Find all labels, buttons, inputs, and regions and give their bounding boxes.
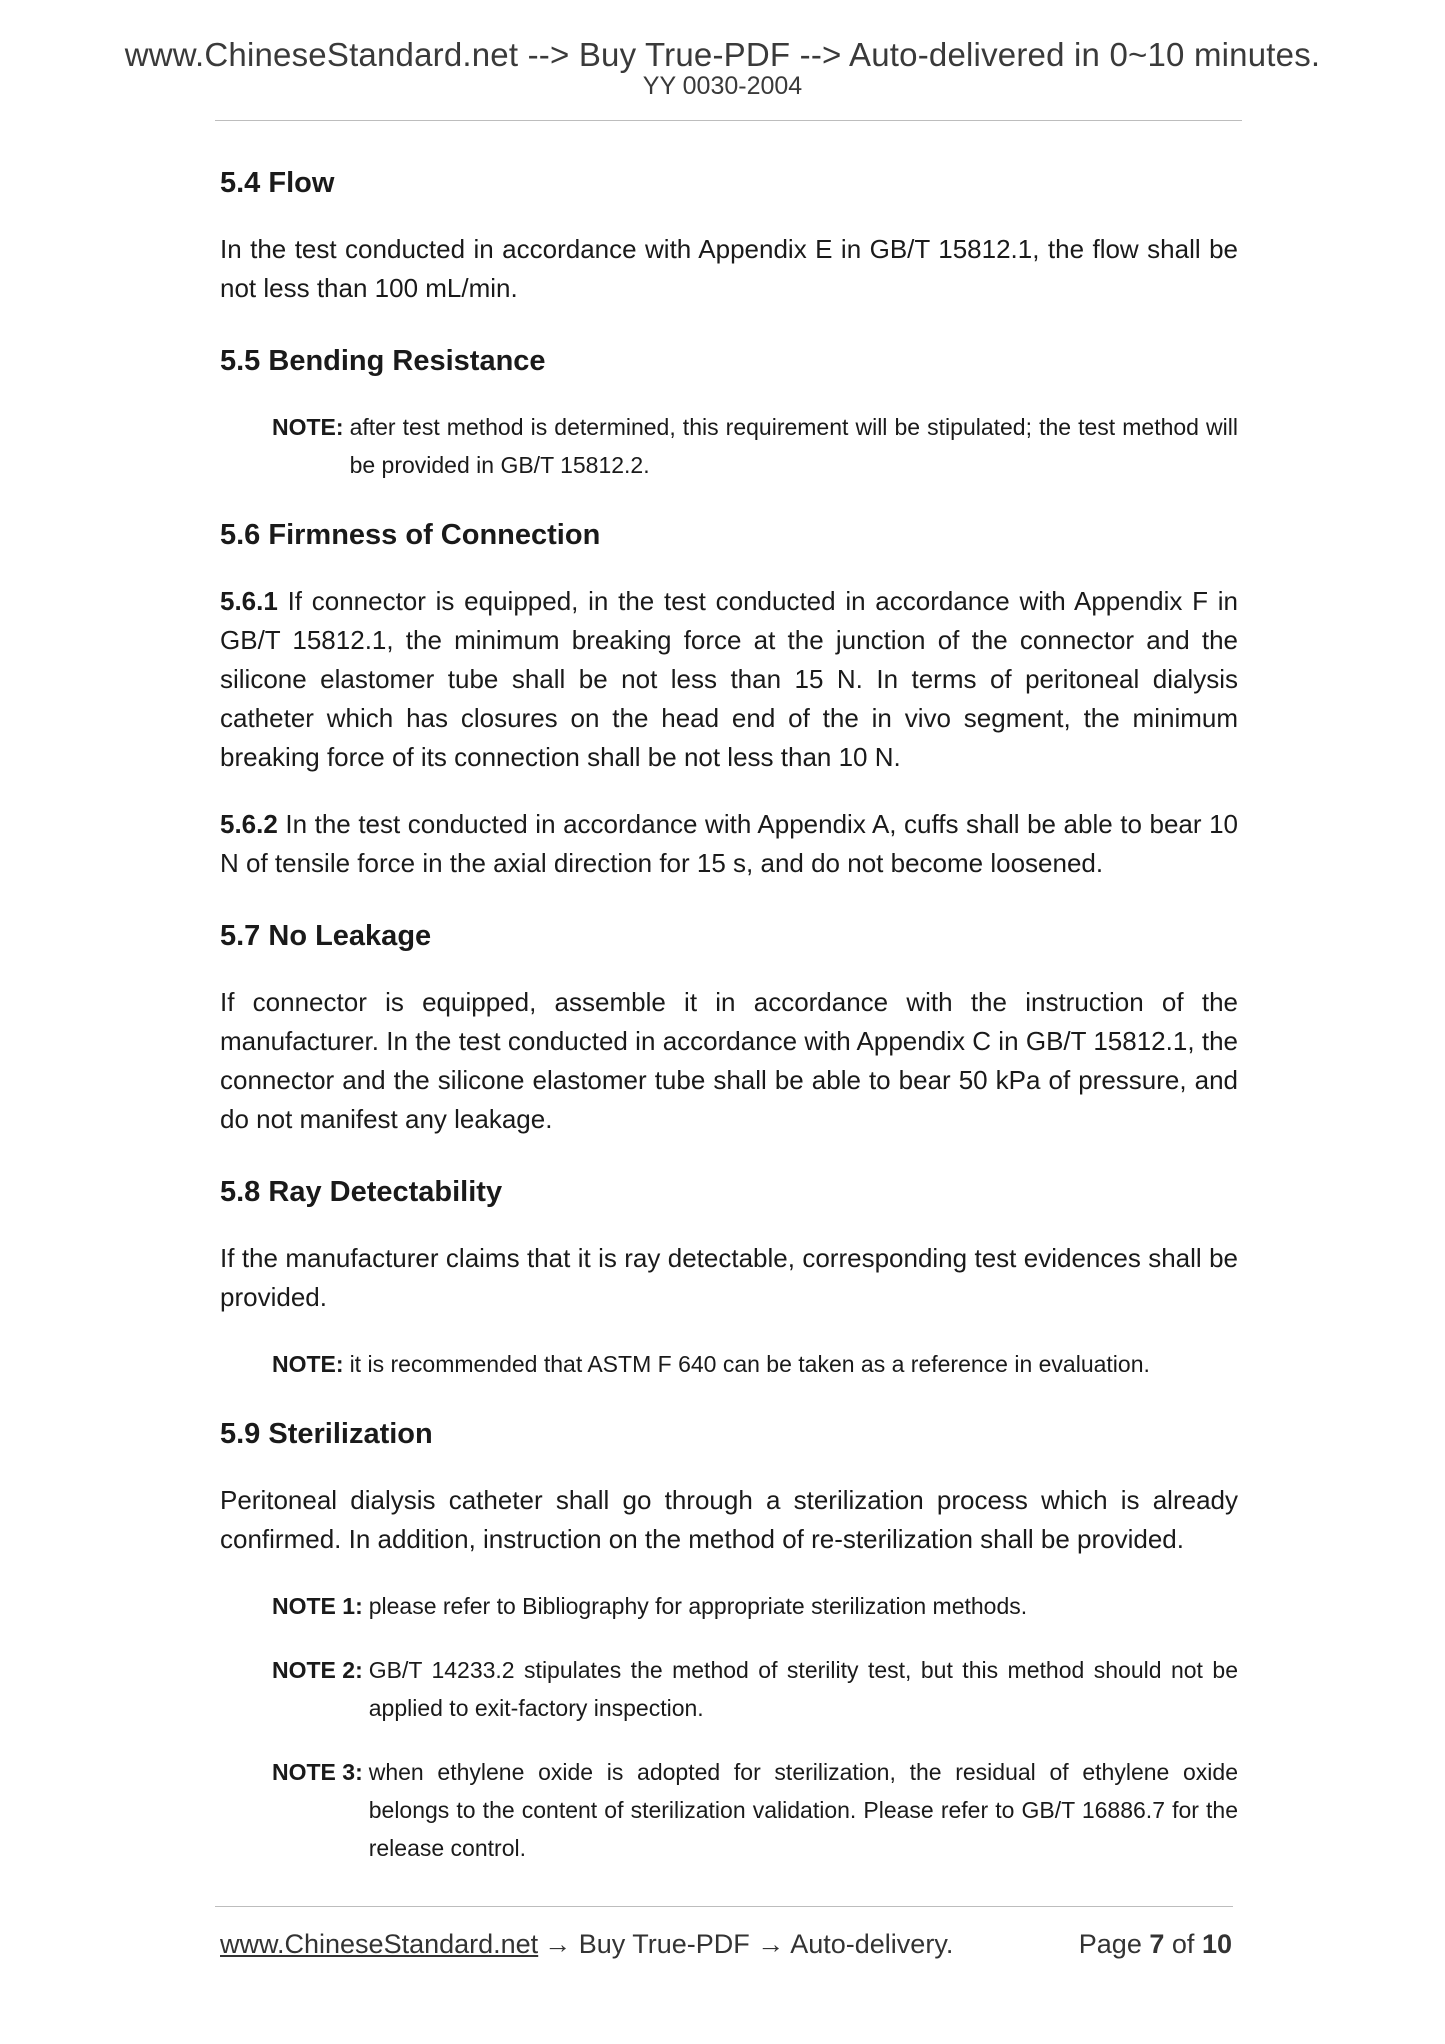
- note-label: NOTE 1:: [272, 1593, 363, 1619]
- clause-text: If connector is equipped, in the test conducted in accordance with Appendix F in GB/T 15812.1, the minimum breaking force at the junction of the connector and the silicone elastomer tube shall be not less than 15 N. In terms of peritoneal dialysis catheter which has closures on the head end of the in vivo segment, the minimum breaking force of its connection shall be not less than 10 N.: [220, 586, 1238, 772]
- page-total: 10: [1201, 1928, 1232, 1959]
- section-heading-5-8: 5.8 Ray Detectability: [220, 1176, 503, 1208]
- page-indicator: [1079, 1929, 1232, 1960]
- note-label: NOTE:: [272, 1351, 344, 1377]
- section-heading-5-9: 5.9 Sterilization: [220, 1418, 433, 1450]
- note-text: please refer to Bibliography for appropriate sterilization methods.: [368, 1593, 1028, 1619]
- section-5-8-text: If the manufacturer claims that it is ray detectable, corresponding test evidences shall be provided.: [220, 1243, 1238, 1312]
- section-heading-5-7: 5.7 No Leakage: [220, 920, 432, 952]
- section-heading-5-4: 5.4 Flow: [220, 167, 335, 199]
- page-body: [220, 158, 1238, 1893]
- clause-5-6-2: [220, 805, 1238, 883]
- note-label: NOTE 3:: [272, 1759, 363, 1785]
- clause-5-6-1: [220, 582, 1238, 777]
- footer-site-link[interactable]: www.ChineseStandard.net: [220, 1928, 539, 1959]
- note-text: it is recommended that ASTM F 640 can be taken as a reference in evaluation.: [349, 1351, 1150, 1377]
- section-5-9-text: Peritoneal dialysis catheter shall go through a sterilization process which is already confirmed. In addition, instruction on the method of re-sterilization shall be provided.: [220, 1485, 1238, 1554]
- note-5-9-1: [272, 1587, 1238, 1625]
- note-label: NOTE:: [272, 414, 344, 440]
- note-text: after test method is determined, this requirement will be stipulated; the test method will be provided in GB/T 15812.2.: [349, 414, 1238, 478]
- note-text: GB/T 14233.2 stipulates the method of sterility test, but this method should not be applied to exit-factory inspection.: [368, 1657, 1238, 1721]
- header-divider: [215, 120, 1242, 121]
- note-5-9-3: [272, 1753, 1238, 1867]
- page-current: 7: [1149, 1928, 1165, 1959]
- note-text: when ethylene oxide is adopted for sterilization, the residual of ethylene oxide belongs to the content of sterilization validation. Please refer to GB/T 16886.7 for the release control.: [368, 1759, 1238, 1861]
- footer-tagline: → Buy True-PDF → Auto-delivery.: [544, 1928, 954, 1959]
- page-footer: [220, 1924, 1232, 1964]
- document-number: YY 0030-2004: [642, 72, 803, 100]
- clause-number: 5.6.1: [220, 586, 278, 616]
- clause-text: In the test conducted in accordance with Appendix A, cuffs shall be able to bear 10 N of tensile force in the axial direction for 15 s, and do not become loosened.: [220, 809, 1238, 878]
- section-heading-5-6: 5.6 Firmness of Connection: [220, 519, 601, 551]
- note-5-5: [272, 408, 1238, 484]
- section-5-4-text: In the test conducted in accordance with Appendix E in GB/T 15812.1, the flow shall be not less than 100 mL/min.: [220, 234, 1238, 303]
- section-heading-5-5: 5.5 Bending Resistance: [220, 345, 546, 377]
- page-word: Page: [1078, 1928, 1142, 1959]
- of-word: of: [1171, 1928, 1195, 1959]
- clause-number: 5.6.2: [220, 809, 278, 839]
- footer-left: [220, 1929, 953, 1960]
- note-5-8: [272, 1345, 1238, 1383]
- section-5-7-text: If connector is equipped, assemble it in accordance with the instruction of the manufacturer. In the test conducted in accordance with Appendix C in GB/T 15812.1, the connector and the silicone elastomer tube shall be able to bear 50 kPa of pressure, and do not manifest any leakage.: [220, 987, 1238, 1134]
- source-banner: www.ChineseStandard.net --> Buy True-PDF --> Auto-delivered in 0~10 minutes.: [124, 36, 1321, 73]
- footer-divider: [215, 1906, 1233, 1907]
- note-5-9-2: [272, 1651, 1238, 1727]
- note-label: NOTE 2:: [272, 1657, 363, 1683]
